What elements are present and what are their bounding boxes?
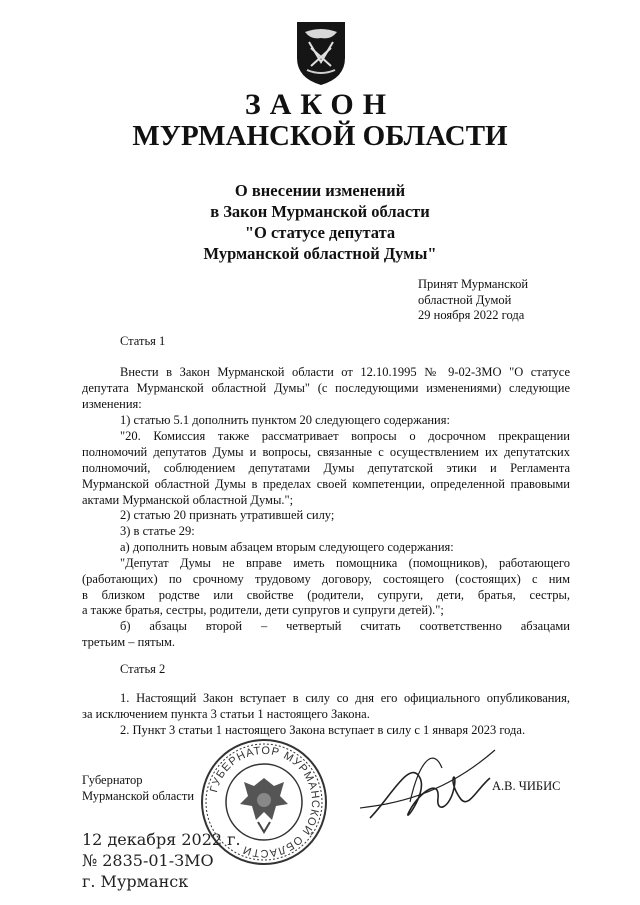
article-1-line: 2) статью 20 признать утратившей силу; [120,508,335,522]
article-1-line: 3) в статье 29: [120,524,195,538]
article-2-heading: Статья 2 [120,662,166,676]
coat-of-arms-icon [291,18,351,88]
article-1-line: актами Мурманской областной Думы."; [82,493,294,507]
law-title: ЗАКОН [244,88,396,121]
adoption-date: 29 ноября 2022 года [418,308,525,322]
adoption-line-2: областной Думой [418,293,512,307]
article-2-line: за исключением пункта 3 статьи 1 настоящего Закона. [82,707,370,721]
signer-position-line-2: Мурманской области [82,789,195,803]
svg-text:ГУБЕРНАТОР МУРМАНСКОЙ ОБЛАСТИ: ГУБЕРНАТОР МУРМАНСКОЙ ОБЛАСТИ [208,744,322,860]
article-2-line: 1. Настоящий Закон вступает в силу со дня его официального опубликования, [120,691,570,705]
article-1-line: б) абзацы второй – четвертый считать соответственно абзацами [120,619,570,633]
article-2-line: 2. Пункт 3 статьи 1 настоящего Закона вступает в силу с 1 января 2023 года. [120,723,526,737]
article-1-line: в близком родстве или свойстве (родители, супруги, дети, братья, сестры, [82,588,570,602]
article-1-line: Мурманской областной Думы в пределах своей компетенции, определенной правовыми [82,477,570,491]
article-1-line: (работающих) по срочному трудовому договору, состоящего (состоящих) с ним [82,572,570,586]
adoption-line-1: Принят Мурманской [418,277,529,291]
article-1-line: изменения: [82,397,142,411]
subtitle-line-4: Мурманской областной Думы" [203,244,437,263]
handwritten-signature-icon [350,738,500,838]
article-1-line: Внести в Закон Мурманской области от 12.10.1995 № 9-02-ЗМО "О статусе [120,365,570,379]
subtitle-line-1: О внесении изменений [234,181,406,200]
city: г. Мурманск [82,872,189,891]
article-1-line: 1) статью 5.1 дополнить пунктом 20 следующего содержания: [120,413,450,427]
article-1-line: депутата Мурманской областной Думы" (с последующими изменениями) следующие [82,381,570,395]
article-1-line: а) дополнить новым абзацем вторым следующего содержания: [120,540,454,554]
article-1-line: полномочий, соблюдением депутатами Думы депутатской этики и Регламента [82,461,570,475]
law-number: № 2835-01-ЗМО [82,851,214,870]
article-1-line: "Депутат Думы не вправе иметь помощника (помощников), работающего [120,556,570,570]
article-1-line: а также братья, сестры, родители, дети супругов и супруги детей)."; [82,603,444,617]
article-1-heading: Статья 1 [120,334,166,348]
signing-date: 12 декабря 2022 г. [82,830,241,849]
subtitle-line-3: "О статусе депутата [244,223,396,242]
article-1-line: третьим – пятым. [82,635,176,649]
subtitle-line-2: в Закон Мурманской области [210,202,430,221]
signer-position-line-1: Губернатор [82,773,143,787]
region-title: МУРМАНСКОЙ ОБЛАСТИ [132,120,508,152]
article-1-line: "20. Комиссия также рассматривает вопросы о досрочном прекращении [120,429,570,443]
article-1-line: полномочий депутатов Думы и вопросы, связанные с осуществлением их депутатских [82,445,570,459]
signer-name: А.В. ЧИБИС [492,779,561,793]
